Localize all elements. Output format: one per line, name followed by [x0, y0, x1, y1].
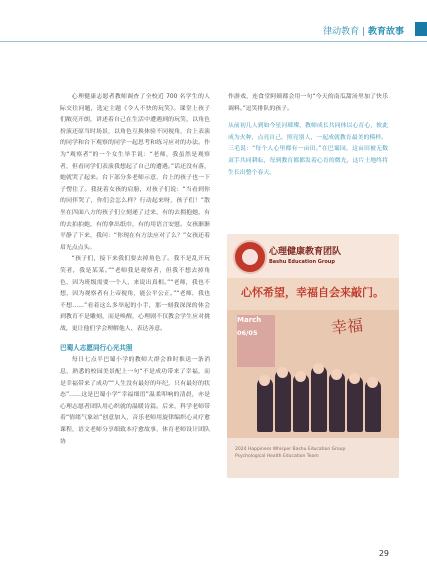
student-figure [329, 372, 345, 432]
month-label: March [237, 316, 262, 324]
student-face [295, 371, 306, 382]
student-figure [347, 376, 363, 432]
student-face [277, 367, 288, 378]
team-poster-photo [227, 234, 399, 478]
left-paragraph-2: “孩子们，接下来我们要去掉角色了。我不是乱开玩笑者，我是某某。”“老师我是观察者，但我不想去掉角色，因为班级需要一个人，来说出真相。”“老师，我也不想，因为观察者有上帝视角，能公平公正。”“老师，我也不想……”看着这么多举起的小手，那一刻我深深的体会到教育不是雕刻，而是唤醒，心理剧不仅教会学生应对挑战，更让他们学会理解他人、表达善意。 [60, 256, 210, 332]
student-face [313, 363, 324, 374]
student-figure [293, 374, 309, 432]
student-face [259, 375, 270, 386]
highlight-quote-2: 三毛说：“每个人心里都有一亩田。”在巴蜀园，这亩田被无数双手共同耕耘，每到教育都都发着心育的微光，这片土地终将生长出整个春天。 [228, 146, 388, 176]
right-column [228, 92, 388, 179]
running-title [323, 24, 404, 37]
header-divider [0, 41, 427, 42]
left-column [60, 92, 210, 448]
poster-slogan: 心怀希望，幸福自会来敲门。 [241, 286, 384, 299]
student-face [349, 373, 360, 384]
page-header [0, 0, 427, 70]
student-figure [311, 366, 327, 432]
section-label: 律动教育 [323, 27, 360, 37]
calligraphy-text: 幸福 [330, 315, 365, 338]
title-separator: | [362, 27, 366, 37]
team-name: 心理健康教育团队 [269, 247, 342, 257]
page-number: 29 [378, 549, 389, 558]
left-paragraph-3: 每日七点半巴蜀小学的教师大群会准时推送一条消息，熟悉的校园美景配上一句“不是成功带来了幸福，而是幸福带来了成功”“人生没有最好的年纪，只有最好的状态”……这是巴蜀小学“幸福细语”温柔叩响的清晨，亦是心理志愿者团队用心织就的温暖诗篇。后来，科学老师带着“情绪气象站”创意加入，音乐老师用旋律编织心灵疗愈课程，语文老师分享细致本疗愈故事，体育老师设计团队协 [60, 357, 210, 445]
student-figure [257, 378, 273, 432]
student-face [331, 369, 342, 380]
school-seal-logo [233, 240, 267, 274]
day-label: 06/05 [237, 329, 258, 337]
student-face [367, 377, 378, 388]
section-subheading: 巴蜀人志愿同行心光共照 [60, 344, 133, 353]
right-paragraph-1: 作游戏，连食堂阿姨都会用一句“今天的南瓜甜汤里加了快乐调料。”逗笑排队的孩子。 [228, 94, 388, 112]
students-group [257, 352, 387, 432]
poster-caption: 2024 Happiness Whisper Bashu Education Group Psychological Health Education Team [235, 447, 346, 459]
header-color-tab [415, 22, 427, 36]
highlight-quote-1: 从前初几人到如今星河璀璨，教师成长共同体以心育心，彼此成为火种，点亮自己，照亮别人，一起成就教育最美的模样。 [228, 123, 388, 141]
student-figure [275, 370, 291, 432]
subsection-label: 教育故事 [367, 27, 404, 37]
left-paragraph-1: 心理健康志愿者教师调查了全校近 700 名学生的人际交往问题，选定主题《令人不快的玩笑》。课堂上孩子们敞亮开朗，讲述着自己在生活中遭遇到的玩笑，以角色扮演还原当时场景，以角色互换体验不同视角，台上表演的同学和台下观察的同学一起思考和练习应对的办法。作为“观察者”的一个女生举手说：“老师，我虽然是观察者，但看同学们表演我想起了自己的遭遇。”话还没有落，她就哭了起来。台下部分多老师示意，台上的孩子也一下子愣住了。我抚着女孩的肩膀，对孩子们说：“当看到你的同伴哭了，你们会怎么样？行动起来呀，孩子们！”散坐在四面八方的孩子们立刻递了过来，有的去拥抱她，有的去拍拍她，有的拿出纸巾，有的用语言安慰。女孩渐渐平静了下来，我问：“你现在有方法应对了么？”女孩还着眉光点点头。 [60, 94, 210, 251]
team-english-name: Bashu Education Group [269, 259, 335, 265]
